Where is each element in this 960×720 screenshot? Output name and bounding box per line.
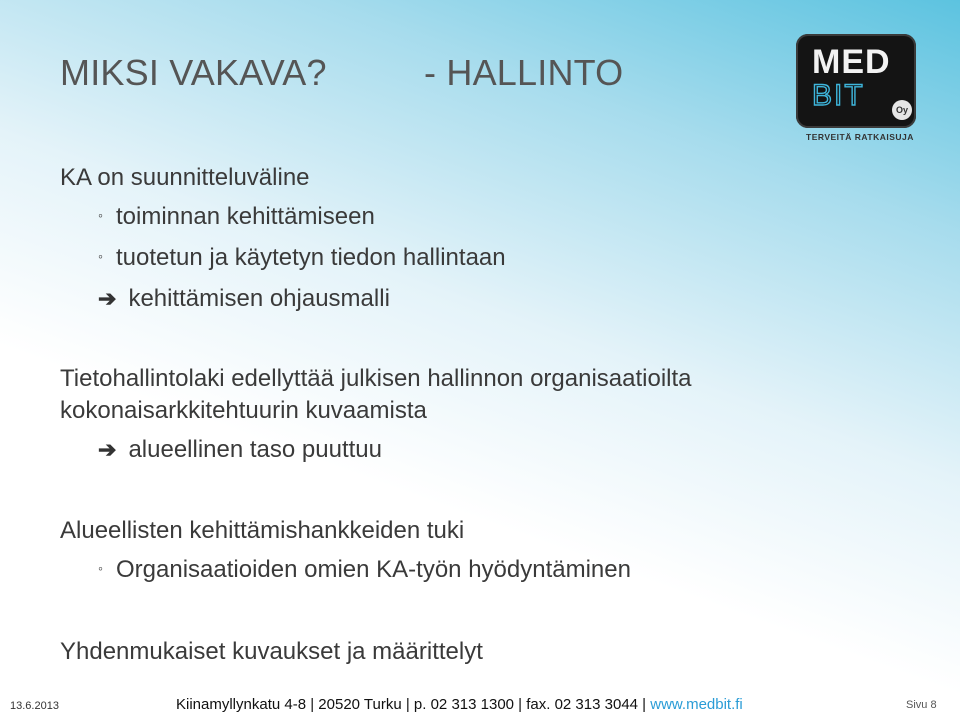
footer [0,690,960,720]
circle-bullet-icon: ◦ [98,560,103,576]
slide-title [60,52,624,94]
footer-address [176,696,743,713]
circle-bullet-icon: ◦ [98,248,103,264]
logo-oy-badge: Oy [892,100,912,120]
footer-website-link[interactable]: www.medbit.fi [650,696,743,713]
footer-date: 13.6.2013 [10,700,59,712]
title-part-1: MIKSI VAKAVA? [60,52,327,93]
right-arrow-icon: ➔ [98,437,117,462]
medbit-logo [796,34,916,144]
logo-med-text: MED [812,43,891,81]
list-item-text: toiminnan kehittämiseen [116,203,375,230]
circle-bullet-icon: ◦ [98,207,103,223]
conclusion-text: alueellinen taso puuttuu [128,436,382,463]
list-item-text: tuotetun ja käytetyn tiedon hallintaan [116,244,506,271]
list-item [98,244,506,272]
list-item-text: Organisaatioiden omien KA-työn hyödyntäminen [116,556,631,583]
section2-line-1: Tietohallintolaki edellyttää julkisen hallinnon organisaatioilta [60,365,692,392]
section1-conclusion [98,285,390,313]
section4-heading: Yhdenmukaiset kuvaukset ja määrittelyt [60,638,483,665]
section2-line-2: kokonaisarkkitehtuurin kuvaamista [60,397,427,424]
section3-heading: Alueellisten kehittämishankkeiden tuki [60,517,465,544]
logo-bit-text: BIT [812,79,865,112]
logo-box [796,34,916,128]
page-number: Sivu 8 [906,699,937,711]
section2-conclusion [98,436,382,464]
logo-tagline: TERVEITÄ RATKAISUJA [806,132,914,142]
conclusion-text: kehittämisen ohjausmalli [128,285,390,312]
right-arrow-icon: ➔ [98,286,117,311]
list-item [98,556,631,584]
list-item [98,203,375,231]
section1-heading: KA on suunnitteluväline [60,164,310,191]
footer-contact: Kiinamyllynkatu 4-8 | 20520 Turku | p. 02 313 1300 | fax. 02 313 3044 | [176,696,651,713]
title-part-2: - HALLINTO [424,52,624,93]
